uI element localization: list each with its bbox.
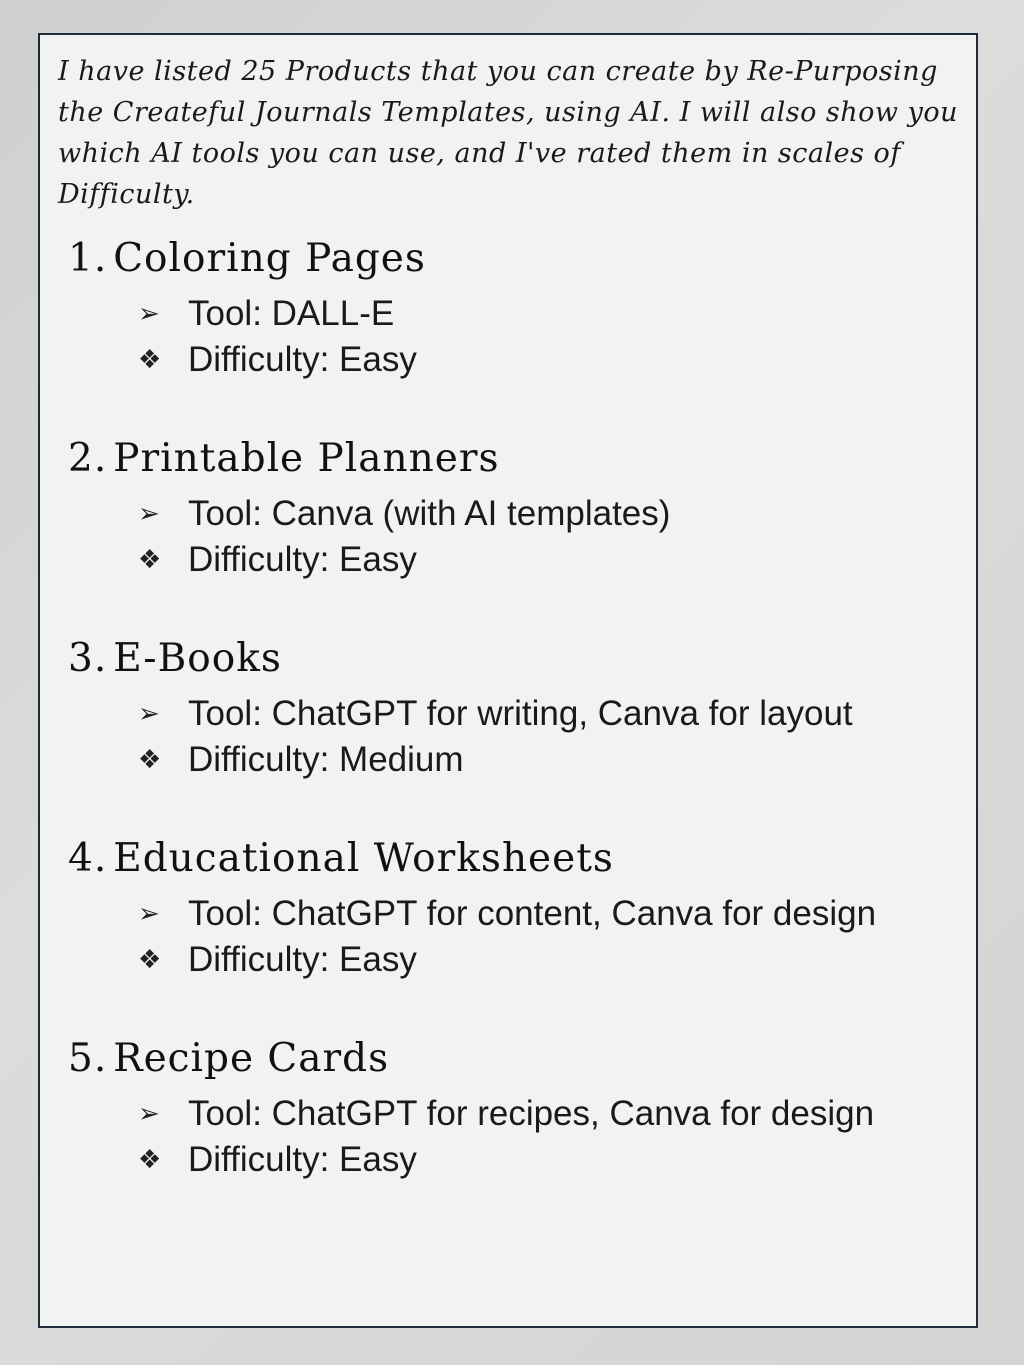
difficulty-text: Difficulty: Medium	[188, 740, 464, 779]
document-frame	[38, 33, 978, 1328]
tool-text: Tool: ChatGPT for recipes, Canva for design	[188, 1094, 875, 1133]
arrow-bullet-icon: ➢	[138, 499, 160, 529]
tool-text: Tool: Canva (with AI templates)	[188, 494, 671, 533]
section-coloring-pages	[58, 227, 958, 383]
difficulty-text: Difficulty: Easy	[188, 940, 417, 979]
difficulty-item	[138, 1137, 888, 1183]
section-title: Printable Planners	[113, 436, 500, 481]
difficulty-item	[138, 737, 888, 783]
section-number: 1.	[68, 236, 108, 281]
difficulty-item	[138, 537, 888, 583]
arrow-bullet-icon: ➢	[138, 299, 160, 329]
tool-item	[138, 291, 888, 337]
arrow-bullet-icon: ➢	[138, 699, 160, 729]
section-number: 3.	[68, 636, 108, 681]
section-title: E-Books	[113, 636, 282, 681]
arrow-bullet-icon: ➢	[138, 899, 160, 929]
difficulty-text: Difficulty: Easy	[188, 540, 417, 579]
tool-item	[138, 891, 888, 937]
tool-item	[138, 1091, 888, 1137]
section-heading	[58, 427, 958, 491]
section-educational-worksheets	[58, 827, 958, 983]
tool-text: Tool: ChatGPT for content, Canva for design	[188, 894, 877, 933]
section-details	[58, 891, 958, 983]
section-heading	[58, 227, 958, 291]
tool-item	[138, 691, 888, 737]
section-title: Educational Worksheets	[113, 836, 614, 881]
diamond-cluster-icon: ❖	[138, 545, 162, 575]
section-title: Recipe Cards	[113, 1036, 390, 1081]
section-printable-planners	[58, 427, 958, 583]
diamond-cluster-icon: ❖	[138, 345, 162, 375]
diamond-cluster-icon: ❖	[138, 945, 162, 975]
section-number: 2.	[68, 436, 108, 481]
difficulty-text: Difficulty: Easy	[188, 340, 417, 379]
tool-text: Tool: DALL-E	[188, 294, 395, 333]
section-number: 4.	[68, 836, 108, 881]
diamond-cluster-icon: ❖	[138, 745, 162, 775]
section-number: 5.	[68, 1036, 108, 1081]
tool-item	[138, 491, 888, 537]
difficulty-item	[138, 937, 888, 983]
section-details	[58, 691, 958, 783]
intro-paragraph: I have listed 25 Products that you can create by Re-Purposing the Createful Journals Templates, using AI. I will also show you which AI tools you can use, and I've rated them in scales of Difficulty.	[58, 56, 958, 210]
section-details	[58, 291, 958, 383]
difficulty-item	[138, 337, 888, 383]
diamond-cluster-icon: ❖	[138, 1145, 162, 1175]
arrow-bullet-icon: ➢	[138, 1099, 160, 1129]
section-details	[58, 1091, 958, 1183]
section-e-books	[58, 627, 958, 783]
section-recipe-cards	[58, 1027, 958, 1183]
section-heading	[58, 1027, 958, 1091]
section-title: Coloring Pages	[113, 236, 426, 281]
section-heading	[58, 627, 958, 691]
section-details	[58, 491, 958, 583]
section-heading	[58, 827, 958, 891]
tool-text: Tool: ChatGPT for writing, Canva for layout	[188, 694, 853, 733]
difficulty-text: Difficulty: Easy	[188, 1140, 417, 1179]
